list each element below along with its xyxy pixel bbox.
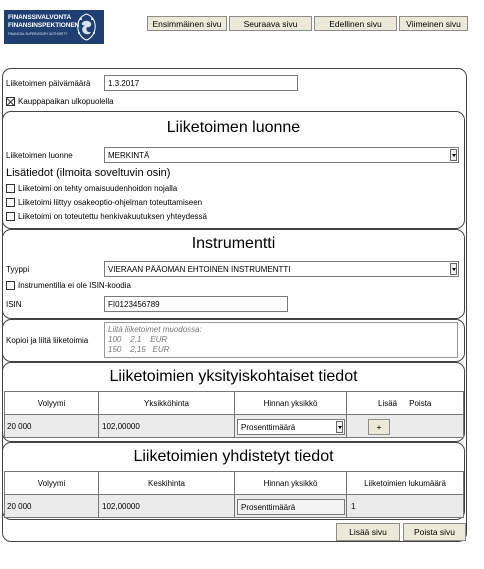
agg-count-cell: 1 — [346, 494, 464, 518]
no-isin-option[interactable] — [6, 281, 131, 290]
paste-textarea[interactable] — [104, 322, 458, 358]
previous-page-button[interactable]: Edellinen sivu — [314, 16, 397, 31]
column-header-actions — [346, 391, 464, 415]
agg-unit-cell — [234, 494, 347, 518]
individual-unit-cell — [234, 414, 347, 438]
no-isin-label: Instrumentilla ei ole ISIN-koodia — [18, 281, 131, 290]
paste-hint-line: 150 2,15 EUR — [108, 345, 170, 354]
column-header-price-unit: Hinnan yksikkö — [234, 391, 347, 415]
column-header-add: Lisää — [378, 398, 398, 408]
logo-text: FINANSSIVALVONTA FINANSINSPEKTIONEN — [8, 14, 80, 29]
transaction-date-label: Liiketoimen päivämäärä — [6, 79, 91, 88]
asset-management-checkbox[interactable] — [6, 184, 15, 193]
paste-hint-line: 100 2,1 EUR — [108, 335, 168, 344]
aggregated-section-title: Liiketoimien yhdistetyt tiedot — [133, 448, 334, 465]
option-stock-option[interactable] — [6, 198, 202, 207]
stock-option-label: Liiketoimi liittyy osakeoptio-ohjelman toteuttamiseen — [18, 198, 203, 207]
column-header-unit-price: Yksikköhinta — [98, 391, 235, 415]
off-venue-option[interactable] — [6, 97, 114, 106]
paste-hint-line: Liitä liiketoimet muodossa: — [108, 325, 202, 334]
chevron-down-icon[interactable] — [450, 149, 457, 161]
agg-price-unit-field: Prosenttimäärä — [237, 499, 345, 515]
column-header-remove: Poista — [409, 398, 432, 408]
off-venue-label: Kauppapaikan ulkopuolella — [18, 97, 114, 106]
chevron-down-icon[interactable] — [336, 421, 343, 433]
add-row-button[interactable]: + — [368, 419, 390, 435]
nature-select-value: MERKINTÄ — [108, 150, 150, 160]
instrument-type-label: Tyyppi — [6, 265, 30, 274]
off-venue-checkbox[interactable] — [6, 97, 15, 106]
individual-actions-cell — [346, 414, 464, 438]
agg-column-header-price-unit: Hinnan yksikkö — [234, 471, 347, 495]
price-unit-select-value: Prosenttimäärä — [241, 422, 296, 432]
instrument-type-select[interactable] — [104, 261, 459, 277]
first-page-button[interactable]: Ensimmäinen sivu — [147, 16, 227, 31]
no-isin-checkbox[interactable] — [6, 281, 15, 290]
column-header-volume: Volyymi — [4, 391, 99, 415]
add-page-button[interactable]: Lisää sivu — [336, 523, 400, 541]
price-unit-select[interactable] — [237, 419, 345, 435]
last-page-button[interactable]: Viimeinen sivu — [399, 16, 468, 31]
isin-label: ISIN — [6, 300, 22, 309]
option-life-insurance[interactable] — [6, 212, 207, 221]
instrument-section-title: Instrumentti — [191, 235, 276, 252]
option-asset-management[interactable] — [6, 184, 177, 193]
nature-label: Liiketoimen luonne — [6, 151, 73, 160]
individual-section-title: Liiketoimien yksityiskohtaiset tiedot — [109, 368, 358, 385]
paste-label: Kopioi ja liitä liiketoimia — [6, 336, 89, 345]
remove-page-button[interactable]: Poista sivu — [403, 523, 466, 541]
stock-option-checkbox[interactable] — [6, 198, 15, 207]
individual-price-cell[interactable]: 102,00000 — [98, 414, 235, 438]
life-insurance-label: Liiketoimi on toteutettu henkivakuutuksen yhteydessä — [18, 212, 208, 221]
logo-subtitle: FINANCIAL SUPERVISORY AUTHORITY — [8, 32, 68, 36]
nature-section-title: Liiketoimen luonne — [166, 119, 301, 136]
agg-price-cell: 102,00000 — [98, 494, 235, 518]
transaction-date-input[interactable]: 1.3.2017 — [104, 75, 298, 91]
chevron-down-icon[interactable] — [450, 263, 457, 275]
agg-column-header-volume: Volyymi — [4, 471, 99, 495]
finanssivalvonta-logo — [4, 10, 104, 44]
next-page-button[interactable]: Seuraava sivu — [229, 16, 312, 31]
nature-select[interactable] — [104, 147, 459, 163]
agg-volume-cell: 20 000 — [4, 494, 99, 518]
asset-management-label: Liiketoimi on tehty omaisuudenhoidon nojalla — [18, 184, 178, 193]
agg-column-header-avg-price: Keskihinta — [98, 471, 235, 495]
instrument-type-value: VIERAAN PÄÄOMAN EHTOINEN INSTRUMENTTI — [108, 264, 291, 274]
isin-input[interactable]: FI0123456789 — [104, 296, 288, 312]
extra-info-title: Lisätiedot (ilmoita soveltuvin osin) — [6, 167, 171, 179]
agg-column-header-count: Liiketoimien lukumäärä — [346, 471, 464, 495]
lion-crest-icon — [73, 13, 100, 41]
life-insurance-checkbox[interactable] — [6, 212, 15, 221]
individual-volume-cell[interactable]: 20 000 — [4, 414, 99, 438]
